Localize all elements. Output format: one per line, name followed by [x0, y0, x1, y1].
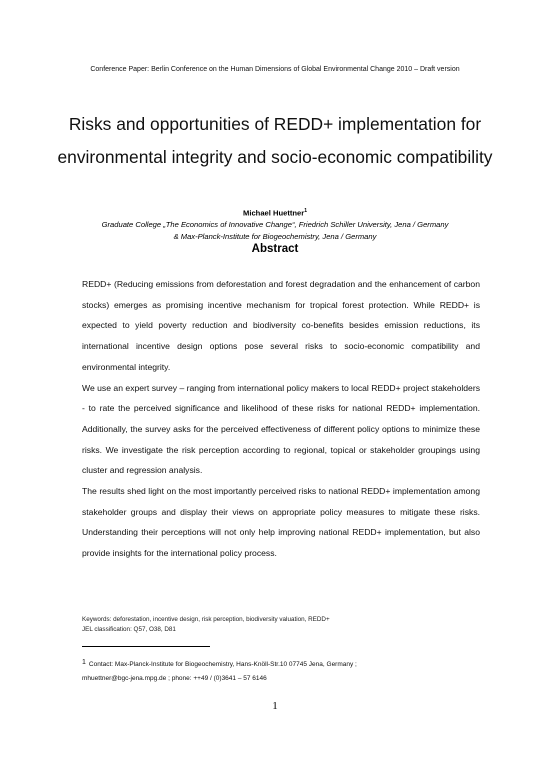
author-footnote-mark: 1	[304, 208, 307, 214]
footnote-email-phone: mhuettner@bgc-jena.mpg.de ; phone: ++49 / (0)3641 – 57 6146	[82, 675, 267, 682]
paper-title	[30, 108, 520, 174]
affiliation-line-1: Graduate College „The Economics of Innovative Change“, Friedrich Schiller University, Jena / Germany	[101, 220, 449, 230]
author-name: Michael Huettner$^1$	[243, 208, 307, 218]
affiliation-line-2: & Max-Planck-Institute for Biogeochemistry, Jena / Germany	[173, 231, 377, 241]
jel-classification: JEL classification: Q57, O38, D81	[82, 626, 176, 633]
abstract-paragraph-2: We use an expert survey – ranging from international policy makers to local REDD+ project stakeholders - to rate the perceived significance and likelihood of these risks for national REDD+ implementation. Additionally, the survey asks for the perceived effectiveness of different policy options to minimize these risks. We investigate the risk perception according to regional, topical or stakeholder groupings using cluster and regression analysis.	[82, 382, 480, 476]
abstract-paragraph-3: The results shed light on the most importantly perceived risks to national REDD+ implementation among stakeholder groups and display their views on appropriate policy measures to mitigate these risks. Understanding their perceptions will not only help improving national REDD+ implementation, but also provide insights for the international policy process.	[82, 486, 480, 559]
keywords-block	[82, 615, 502, 635]
running-header: Conference Paper: Berlin Conference on the Human Dimensions of Global Environmental Change 2010 – Draft version	[90, 66, 460, 73]
footnote-rule	[82, 646, 210, 647]
footnote-contact: Contact: Max-Planck-Institute for Biogeochemistry, Hans-Knöll-Str.10 07745 Jena, Germany ;	[88, 661, 357, 668]
abstract-paragraph-1: REDD+ (Reducing emissions from deforestation and forest degradation and the enhancement of carbon stocks) emerges as promising incentive mechanism for tropical forest protection. While REDD+ is expected to yield poverty reduction and biodiversity co-benefits besides emission reductions, its international incentive design options pose several risks to socio-economic compatibility and environmental integrity.	[82, 279, 480, 372]
abstract-body	[82, 274, 480, 564]
title-line-1: Risks and opportunities of REDD+ implementation for	[68, 114, 482, 134]
keywords-line: Keywords: deforestation, incentive design, risk perception, biodiversity valuation, REDD+	[82, 616, 330, 623]
footnote	[82, 656, 502, 686]
footnote-mark: 1	[82, 659, 86, 666]
title-line-2: environmental integrity and socio-economic compatibility	[57, 147, 493, 167]
page-number: 1	[272, 700, 278, 712]
author-block	[30, 206, 520, 242]
abstract-heading: Abstract	[251, 243, 299, 255]
